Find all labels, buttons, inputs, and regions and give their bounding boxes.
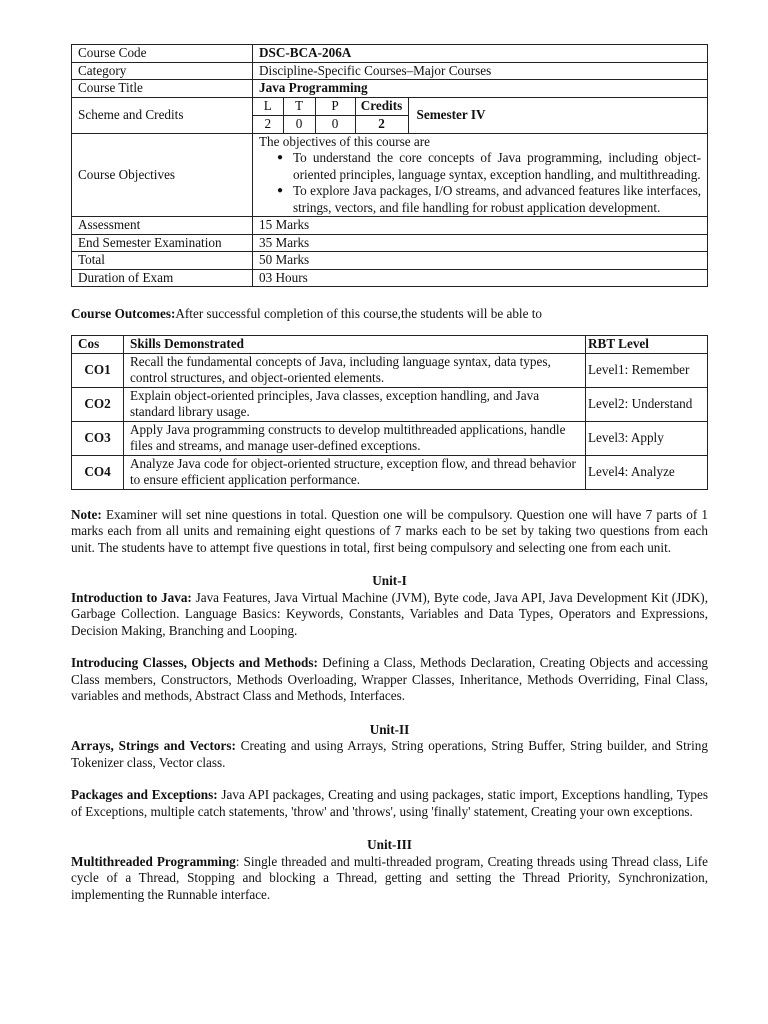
table-row [72,353,708,387]
table-row [72,234,708,252]
co-skill: Explain object-oriented principles, Java classes, exception handling, and Java standard library usage. [124,387,586,421]
course-outcomes-intro [71,306,708,323]
scheme-cell [253,97,708,133]
topic-label: Introduction to Java: [71,589,192,605]
topic-text: : Single threaded and multi-threaded program, Creating threads using Thread class, Life cycle of a Thread, Stopping and blocking a Thread, getting and setting the Thread Priority, Synchronization, implementing the Runnable interface. [71,853,708,902]
credits-table [253,98,707,133]
course-outcomes-text: After successful completion of this course,the students will be able to [175,306,542,321]
co-id: CO2 [72,387,124,421]
table-row [72,97,708,133]
topic-label: Packages and Exceptions: [71,787,218,802]
objectives-list [259,150,701,216]
unit-2-topic-2 [71,787,708,820]
objectives-label: Course Objectives [72,133,253,217]
table-header-row [72,335,708,353]
unit-1-topic-2 [71,655,708,705]
assessment-label: Assessment [72,217,253,235]
scheme-value-credits: 2 [355,115,408,133]
exam-label: End Semester Examination [72,234,253,252]
semester-label: Semester IV [408,98,707,133]
exam-note [71,507,708,557]
course-info-table [71,44,708,287]
header-skills: Skills Demonstrated [124,335,586,353]
course-code-label: Course Code [72,45,253,63]
table-row [72,421,708,455]
unit-3-title: Unit-III [367,837,412,852]
table-row [72,387,708,421]
course-outcomes-table [71,335,708,490]
co-level: Level1: Remember [586,353,708,387]
table-row [72,62,708,80]
assessment-value: 15 Marks [253,217,708,235]
unit-1-title: Unit-I [372,573,407,588]
topic-label: Introducing Classes, Objects and Methods: [71,655,318,670]
co-id: CO3 [72,421,124,455]
co-level: Level2: Understand [586,387,708,421]
topic-text: Java Features, Java Virtual Machine (JVM), Byte code, Java API, Java Development Kit (JDK), Garbage Collection. Language Basics: Keywords, Constants, Variables and Data Types, Operators and Expressions, Decision Making, Branching and Looping. [71,589,708,638]
co-level: Level4: Analyze [586,455,708,489]
co-level: Level3: Apply [586,421,708,455]
header-cos: Cos [72,335,124,353]
topic-text: Defining a Class, Methods Declaration, Creating Objects and accessing Class members, Constructors, Methods Overloading, Wrapper Classes, Inheritance, Methods Overriding, Final Class, variables and methods, Abstract Class and Methods, Interfaces. [71,655,709,703]
table-row [72,269,708,287]
co-skill: Apply Java programming constructs to develop multithreaded applications, handle files and streams, and manage user-defined exceptions. [124,421,586,455]
header-rbt-level: RBT Level [586,335,708,353]
table-row [72,45,708,63]
syllabus-page [71,44,708,903]
objectives-intro: The objectives of this course are [259,133,431,149]
topic-text: Creating and using Arrays, String operations, String Buffer, String builder, and String Tokenizer class, Vector class. [71,738,708,770]
note-text: Examiner will set nine questions in total. Question one will be compulsory. Question one will have 7 parts of 1 marks each from all units and remaining eight questions of 7 marks each to be set by taking two questions from each unit. The students have to attempt five questions in total, first being compulsory and selecting one from each unit. [71,506,709,555]
co-id: CO4 [72,455,124,489]
table-row [72,80,708,98]
co-skill: Recall the fundamental concepts of Java, including language syntax, data types, control structures, and object-oriented elements. [124,353,586,387]
unit-1-topic-1 [71,590,708,640]
scheme-header-t: T [283,98,315,116]
scheme-value-l: 2 [253,115,283,133]
scheme-label: Scheme and Credits [72,97,253,133]
exam-value: 35 Marks [253,234,708,252]
note-label: Note: [71,506,102,522]
table-row [72,133,708,217]
co-skill: Analyze Java code for object-oriented structure, exception flow, and thread behavior to ensure efficient application performance. [124,455,586,489]
objectives-cell [253,133,708,217]
duration-label: Duration of Exam [72,269,253,287]
total-label: Total [72,252,253,270]
scheme-value-t: 0 [283,115,315,133]
unit-2-topic-1 [71,738,708,771]
co-id: CO1 [72,353,124,387]
course-title-label: Course Title [72,80,253,98]
table-row [72,252,708,270]
unit-2-title: Unit-II [369,721,410,737]
list-item: ● To explore Java packages, I/O streams, and advanced features like interfaces, strings, vectors, and file handling for robust application development. [279,183,701,216]
list-item: ● To understand the core concepts of Java programming, including object-oriented principles, language syntax, exception handling, and multithreading. [279,150,701,183]
total-value: 50 Marks [253,252,708,270]
unit-3-topic-1 [71,854,708,904]
duration-value: 03 Hours [253,269,708,287]
category-value: Discipline-Specific Courses–Major Courses [253,62,708,80]
scheme-header-l: L [253,98,283,116]
scheme-header-p: P [315,98,355,116]
scheme-value-p: 0 [315,115,355,133]
course-outcomes-label: Course Outcomes: [71,306,176,321]
course-code-value: DSC-BCA-206A [253,45,708,63]
scheme-header-credits: Credits [355,98,408,116]
table-row [72,455,708,489]
category-label: Category [72,62,253,80]
topic-label: Multithreaded Programming [71,853,236,869]
topic-text: Java API packages, Creating and using packages, static import, Exceptions handling, Types of Exceptions, multiple catch statements, 'throw' and 'throws', using 'finally' statement, Creating your own exceptions. [71,787,709,819]
topic-label: Arrays, Strings and Vectors: [71,738,236,753]
table-row [72,217,708,235]
course-title-value: Java Programming [253,80,708,98]
